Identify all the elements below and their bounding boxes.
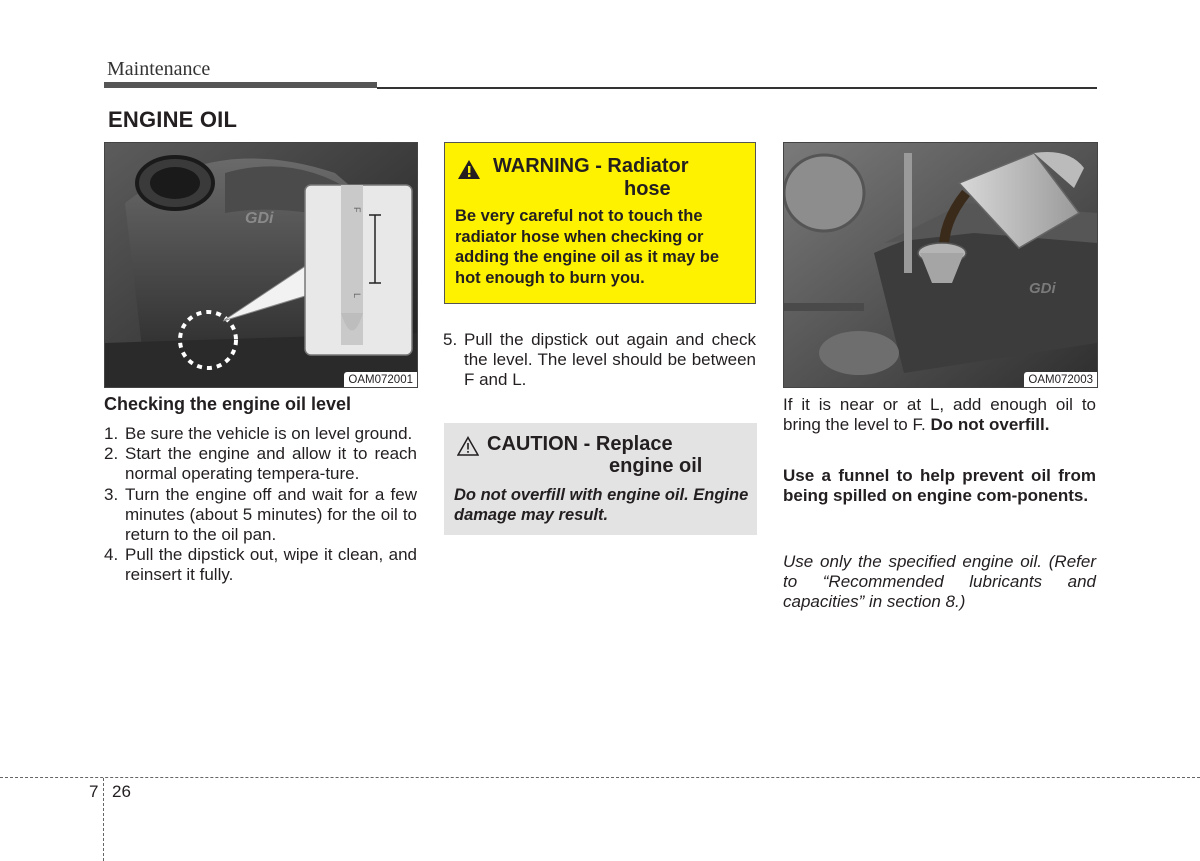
- warning-title-line2: hose: [624, 178, 671, 200]
- engine-bay-illustration: [105, 143, 417, 387]
- oil-level-instruction: If it is near or at L, add enough oil to bring the level to F. Do not overfill.: [783, 395, 1096, 434]
- section-header: Maintenance: [107, 58, 211, 80]
- page-number: 26: [112, 782, 131, 801]
- caution-title-line2: engine oil: [609, 455, 703, 477]
- caution-triangle-icon: [457, 436, 479, 461]
- warning-title: [493, 155, 689, 201]
- gauge-mark-f: F: [352, 207, 362, 213]
- procedure-steps-continued: [443, 330, 756, 391]
- figure-caption: OAM072001: [344, 372, 417, 387]
- footer-divider: [103, 778, 104, 861]
- warning-body: Be very careful not to touch the radiator hose when checking or adding the engine oil as it may be hot enough to burn you.: [455, 207, 720, 287]
- procedure-steps: [104, 424, 417, 586]
- step-item: 3. Turn the engine off and wait for a few minutes (about 5 minutes) for the oil to return to the oil pan.: [104, 484, 417, 545]
- oil-filling-photo: [783, 142, 1098, 388]
- caution-box: [444, 423, 757, 535]
- caution-title-line1: CAUTION - Replace: [487, 433, 673, 455]
- warning-title-line1: WARNING - Radiator: [493, 155, 689, 177]
- engine-logo-text: GDi: [245, 210, 274, 227]
- footer-rule: [0, 777, 1200, 778]
- gauge-mark-l: L: [352, 293, 362, 299]
- section-subheading: Checking the engine oil level: [104, 394, 352, 414]
- step-item: 1. Be sure the vehicle is on level ground.: [104, 424, 413, 443]
- warning-box: [444, 142, 756, 304]
- step-item: 5. Pull the dipstick out again and check the level. The level should be between F and L.: [443, 330, 756, 390]
- oil-filling-illustration: [784, 143, 1097, 387]
- overfill-emphasis: Do not overfill.: [930, 415, 1050, 434]
- step-item: 2. Start the engine and allow it to reach normal operating tempera-ture.: [104, 444, 417, 484]
- caution-body: Do not overfill with engine oil. Engine damage may result.: [454, 486, 749, 524]
- engine-logo-text: GDi: [1029, 280, 1056, 297]
- chapter-number: 7: [89, 782, 99, 801]
- header-bar: [104, 82, 377, 88]
- oil-spec-note: Use only the specified engine oil. (Refer to “Recommended lubricants and capacities” in section 8.): [783, 552, 1096, 611]
- step-item: 4. Pull the dipstick out, wipe it clean, and reinsert it fully.: [104, 545, 417, 585]
- warning-triangle-icon: [457, 159, 481, 185]
- header-rule: [377, 87, 1097, 89]
- funnel-tip: Use a funnel to help prevent oil from being spilled on engine com-ponents.: [783, 466, 1096, 505]
- figure-caption: OAM072003: [1024, 372, 1097, 387]
- caution-title: [487, 433, 702, 477]
- page-title: ENGINE OIL: [108, 107, 238, 132]
- engine-dipstick-photo: [104, 142, 418, 388]
